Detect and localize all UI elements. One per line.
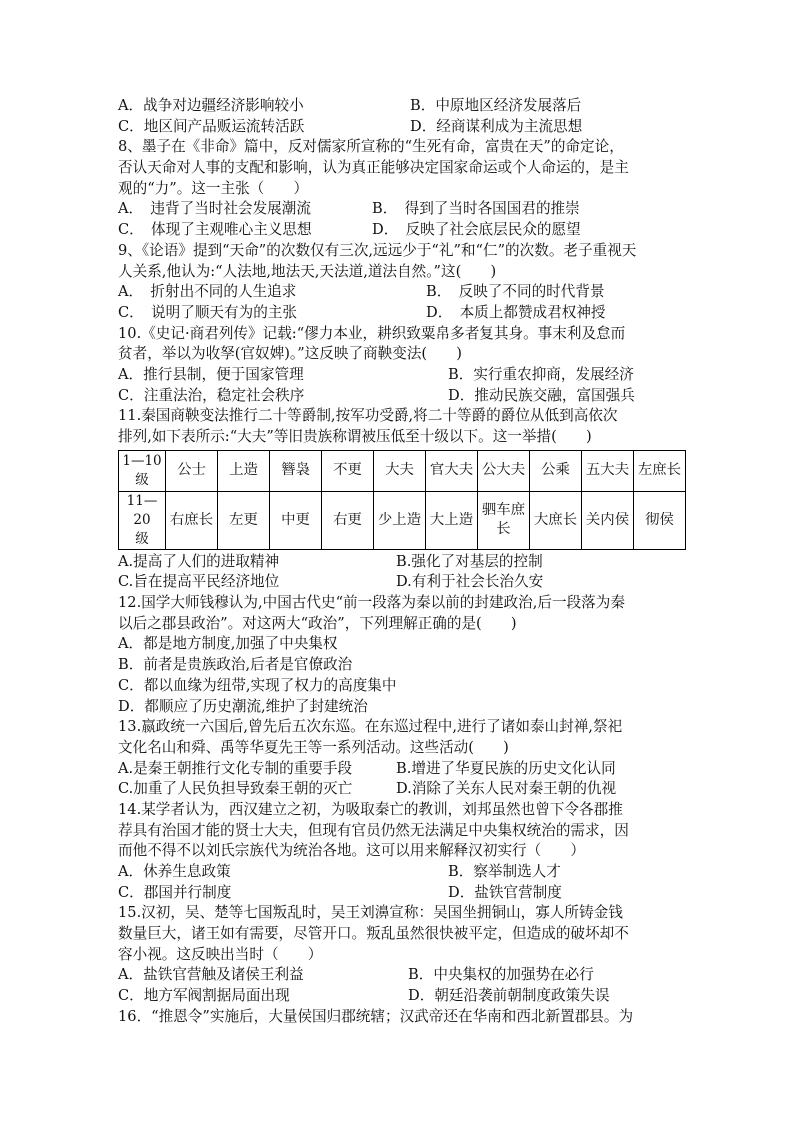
q15-stem-line: 15.汉初，吴、楚等七国叛乱时，吴王刘濞宣称：吴国坐拥铜山，寡人所铸金钱 [118, 904, 623, 922]
q14-stem-line: 14.某学者认为，西汉建立之初，为吸取秦亡的教训，刘邦虽然也曾下令各郡推 [118, 800, 623, 818]
q8-option-d[interactable]: D． 反映了社会底层民众的愿望 [372, 221, 581, 239]
q12-option-a[interactable]: A．都是地方制度,加强了中央集权 [118, 635, 338, 653]
table-cell: 驷车庶长 [478, 491, 530, 549]
table-row [119, 491, 686, 549]
q10-option-c[interactable]: C．注重法治，稳定社会秩序 [118, 386, 305, 404]
q10-options-row-1 [118, 365, 678, 386]
q9-option-a[interactable]: A． 折射出不同的人生追求 [118, 283, 297, 301]
q10-option-b[interactable]: B．实行重农抑商，发展经济 [448, 365, 634, 383]
q10-stem-line: 贫者，举以为收孥(官奴婢)。”这反映了商鞅变法( ) [118, 345, 462, 363]
q12-option-d[interactable]: D．都顺应了历史潮流,维护了封建统治 [118, 697, 368, 715]
q9-option-d[interactable]: D． 本质上都赞成君权神授 [426, 303, 606, 321]
q8-stem-line: 观的“力”。这一主张（ ） [118, 179, 309, 197]
q7-option-b[interactable]: B．中原地区经济发展落后 [410, 97, 582, 114]
row-label-1-10: 1—10 级 [119, 450, 166, 491]
q8-options-row-2 [118, 220, 678, 241]
q14-options-row-1 [118, 862, 678, 883]
q11-options-row-2 [118, 572, 678, 593]
q11-stem-line: 排列,如下表所示:“大夫”等旧贵族称谓被压低至十级以下。这一举措( ) [118, 428, 592, 445]
q8-option-a[interactable]: A． 违背了当时社会发展潮流 [118, 200, 311, 218]
q15-options-row-2 [118, 986, 678, 1007]
q11-option-c[interactable]: C.旨在提高平民经济地位 [118, 573, 280, 591]
q13-option-c[interactable]: C.加重了人民负担导致秦王朝的灭亡 [118, 780, 353, 798]
q13-option-b[interactable]: B.增进了华夏民族的历史文化认同 [396, 759, 616, 777]
q11-option-d[interactable]: D.有利于社会长治久安 [396, 573, 544, 591]
q7-option-a[interactable]: A．战争对边疆经济影响较小 [118, 97, 304, 114]
q15-option-d[interactable]: D．朝廷沿袭前朝制度政策失误 [408, 987, 610, 1005]
q15-stem-line: 数量巨大，诸王如有需要，尽管开口。叛乱虽然很快被平定，但造成的破坏却不 [118, 925, 629, 943]
q9-stem-line: 人关系,他认为:“人法地,地法天,天法道,道法自然。”这( ) [118, 262, 497, 280]
table-cell: 少上造 [374, 491, 426, 549]
q11-option-b[interactable]: B.强化了对基层的控制 [396, 552, 543, 570]
q8-stem-line: 否认天命对人事的支配和影响，认为真正能够决定国家命运或个人命运的，是主 [118, 159, 629, 177]
exam-page [118, 96, 682, 1028]
table-cell: 公士 [166, 450, 218, 491]
q7-option-c[interactable]: C．地区间产品贩运流转活跃 [118, 117, 305, 135]
q7-option-d[interactable]: D．经商谋利成为主流思想 [410, 117, 583, 135]
q12-option-c[interactable]: C．都以血缘为纽带,实现了权力的高度集中 [118, 676, 397, 694]
q8-stem-line: 8、墨子在《非命》篇中，反对儒家所宣称的“生死有命，富贵在天”的命定论， [118, 138, 624, 156]
q12-stem-line: 12.国学大师钱穆认为,中国古代史“前一段落为秦以前的封建政治,后一段落为秦 [118, 594, 625, 612]
table-cell: 关内侯 [582, 491, 634, 549]
row-label-11-20: 11—20 级 [119, 491, 166, 549]
q9-options-row-1 [118, 282, 678, 303]
q13-stem-line: 13.嬴政统一六国后,曾先后五次东巡。在东巡过程中,进行了诸如泰山封禅,祭祀 [118, 718, 623, 736]
q11-option-a[interactable]: A.提高了人们的进取精神 [118, 552, 280, 570]
table-cell: 公乘 [530, 450, 582, 491]
q9-stem-line: 9、《论语》提到“天命”的次数仅有三次,远远少于“礼”和“仁”的次数。老子重视天 [118, 241, 637, 259]
q9-option-c[interactable]: C． 说明了顺天有为的主张 [118, 303, 297, 321]
table-cell: 公大夫 [478, 450, 530, 491]
q15-options-row-1 [118, 965, 678, 986]
q13-stem-line: 文化名山和舜、禹等华夏先王等一系列活动。这些活动( ) [118, 738, 509, 756]
table-cell: 大上造 [426, 491, 478, 549]
q13-option-d[interactable]: D.消除了关东人民对秦王朝的仇视 [396, 780, 617, 798]
rank-table [118, 450, 686, 550]
table-cell: 大夫 [374, 450, 426, 491]
table-row [119, 450, 686, 491]
table-cell: 右庶长 [166, 491, 218, 549]
q10-option-d[interactable]: D．推动民族交融，富国强兵 [448, 386, 635, 404]
q11-stem-line: 11.秦国商鞅变法推行二十等爵制,按军功受爵,将二十等爵的爵位从低到高依次 [118, 407, 618, 425]
q12-stem-line: 以后之郡县政治”。对这两大“政治”，下列理解正确的是( ) [118, 614, 517, 632]
q15-option-a[interactable]: A．盐铁官营触及诸侯王利益 [118, 966, 304, 984]
q14-options-row-2 [118, 883, 678, 904]
q15-option-b[interactable]: B．中央集权的加强势在必行 [408, 966, 594, 984]
q15-stem-line: 容小视。这反映出当时（ ） [118, 945, 323, 963]
q13-options-row-2 [118, 779, 678, 800]
q14-option-b[interactable]: B．察举制选人才 [448, 863, 561, 880]
table-cell: 大庶长 [530, 491, 582, 549]
q7-options-row-2 [118, 117, 678, 138]
q8-options-row-1 [118, 199, 678, 220]
q9-options-row-2 [118, 303, 678, 324]
q10-stem-line: 10.《史记·商君列传》记载:“僇力本业，耕织致粟帛多者复其身。事末利及怠而 [118, 324, 626, 342]
table-cell: 上造 [218, 450, 270, 491]
q14-option-a[interactable]: A．休养生息政策 [118, 863, 231, 880]
q10-option-a[interactable]: A．推行县制，便于国家管理 [118, 365, 304, 383]
q11-options-row-1 [118, 552, 678, 573]
q14-option-d[interactable]: D．盐铁官营制度 [448, 883, 562, 901]
q9-option-b[interactable]: B． 反映了不同的时代背景 [426, 283, 605, 301]
table-cell: 不更 [322, 450, 374, 491]
q12-option-b[interactable]: B．前者是贵族政治,后者是官僚政治 [118, 656, 353, 674]
table-cell: 五大夫 [582, 450, 634, 491]
q14-stem-line: 荐具有治国才能的贤士大夫，但现有官员仍然无法满足中央集权统治的需求，因 [118, 821, 629, 839]
table-cell: 彻侯 [634, 491, 686, 549]
table-cell: 右更 [322, 491, 374, 549]
q10-options-row-2 [118, 386, 678, 407]
q16-stem-line: 16．“推恩令”实施后，大量侯国归郡统辖；汉武帝还在华南和西北新置郡县。为 [118, 1007, 634, 1025]
table-cell: 左更 [218, 491, 270, 549]
q14-stem-line: 而他不得不以刘氏宗族代为统治各地。这可以用来解释汉初实行（ ） [118, 842, 586, 860]
q13-options-row-1 [118, 759, 678, 780]
q13-option-a[interactable]: A.是秦王朝推行文化专制的重要手段 [118, 759, 353, 777]
table-cell: 中更 [270, 491, 322, 549]
table-cell: 左庶长 [634, 450, 686, 491]
q8-option-c[interactable]: C． 体现了主观唯心主义思想 [118, 221, 312, 239]
q8-option-b[interactable]: B． 得到了当时各国国君的推崇 [372, 200, 580, 218]
table-cell: 官大夫 [426, 450, 478, 491]
q15-option-c[interactable]: C．地方军阀割据局面出现 [118, 987, 290, 1005]
q7-options-row-1 [118, 96, 678, 117]
q14-option-c[interactable]: C．郡国并行制度 [118, 883, 232, 901]
table-cell: 簪袅 [270, 450, 322, 491]
